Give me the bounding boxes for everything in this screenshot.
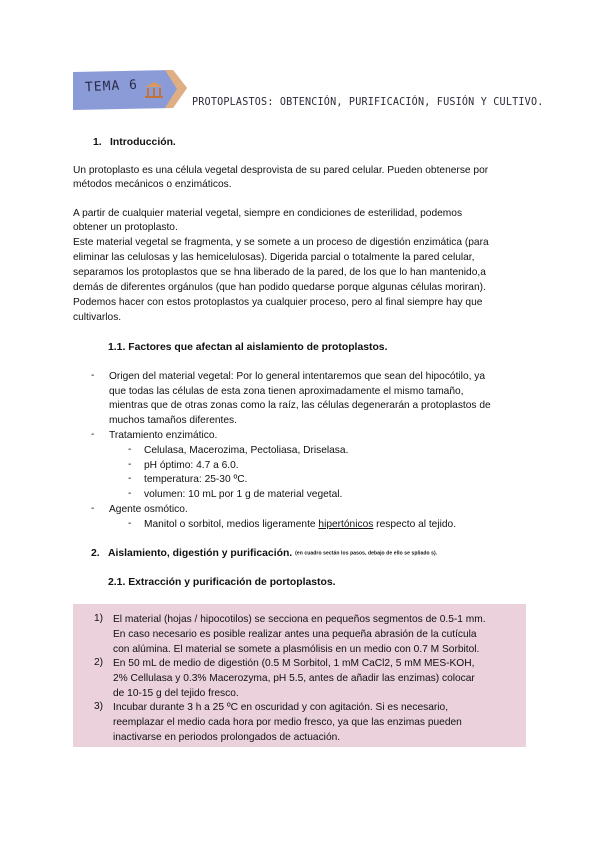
step-line: 2% Cellulasa y 0.3% Macerozyma, pH 5.5, antes de añadir las enzimas) colocar <box>113 673 475 684</box>
paragraph-line: obtener un protoplasto. <box>73 222 178 233</box>
dash-bullet: - <box>128 518 132 529</box>
section2-title: Aislamiento, digestión y purificación. <box>108 548 293 559</box>
section2-note: (en cuadro sectán los pasos, debajo de ello se spliado s). <box>295 550 438 557</box>
hipertonicos-term: hipertónicos <box>318 519 374 530</box>
list-item-line: que todas las células de esta zona tienen aproximadamente el mismo tamaño, <box>109 386 464 397</box>
paragraph-line: demás de diferentes orgánulos (que han podido quedarse porque algunas células moriran). <box>73 282 486 293</box>
header-title: PROTOPLASTOS: OBTENCIÓN, PURIFICACIÓN, FUSIÓN Y CULTIVO. <box>192 95 544 108</box>
paragraph-line: A partir de cualquier material vegetal, siempre en condiciones de esterilidad, podemos <box>73 208 463 219</box>
section1-number: 1. <box>93 137 102 148</box>
step-line: inactivarse en periodos prolongados de actuación. <box>113 732 341 743</box>
sublist-item: Celulasa, Macerozima, Pectoliasa, Driselasa. <box>144 445 349 456</box>
step-line: reemplazar el medio cada hora por medio fresco, ya que las enzimas pueden <box>113 717 462 728</box>
dash-bullet: - <box>91 503 95 514</box>
paragraph-line: eliminar las celulosas y las hemicelulosas). Digerida parcial o totalmente la pared celular, <box>73 252 475 263</box>
tema-banner <box>73 70 187 110</box>
section1-title: Introducción. <box>110 137 176 148</box>
intro-line: métodos mecánicos o enzimáticos. <box>73 179 232 190</box>
intro-line: Un protoplasto es una célula vegetal desprovista de su pared celular. Pueden obtenerse por <box>73 165 489 176</box>
step-number: 2) <box>94 657 104 668</box>
step-line: de 10-15 g del tejido fresco. <box>113 688 239 699</box>
agente-text-post: respecto al tejido. <box>373 519 457 530</box>
dash-bullet: - <box>128 444 132 455</box>
list-item-line: mientras que de otras zonas como la raíz, las células degenerarán a protoplastos de <box>109 400 491 411</box>
agente-text-pre: Manitol o sorbitol, medios ligeramente <box>144 519 319 530</box>
step-line: En caso necesario es posible realizar antes una pequeña abrasión de la cutícula <box>113 629 477 640</box>
step-line: Incubar durante 3 h a 25 ºC en oscuridad y con agitación. Si es necesario, <box>113 702 449 713</box>
step-line: El material (hojas / hipocotilos) se secciona en pequeños segmentos de 0.5-1 mm. <box>113 614 486 625</box>
dash-bullet: - <box>91 429 95 440</box>
dash-bullet: - <box>128 488 132 499</box>
tema-label: TEMA 6 <box>84 77 139 96</box>
dash-bullet: - <box>128 473 132 484</box>
sublist-item: temperatura: 25-30 ºC. <box>144 474 248 485</box>
paragraph-line: separamos los protoplastos que se hna liberado de la pared, de los que lo han mantenido,a <box>73 267 486 278</box>
sublist-item: volumen: 10 mL por 1 g de material vegetal. <box>144 489 343 500</box>
step-line: En 50 mL de medio de digestión (0.5 M Sorbitol, 1 mM CaCl2, 5 mM MES-KOH, <box>113 658 475 669</box>
step-line: con alúmina. El material se somete a plasmólisis en un medio con 0.7 M Sorbitol. <box>113 644 480 655</box>
dash-bullet: - <box>91 370 95 381</box>
sublist-item <box>144 518 456 533</box>
list-item-line: Origen del material vegetal: Por lo general intentaremos que sean del hipocótilo, ya <box>109 371 486 382</box>
section2-number: 2. <box>91 548 100 559</box>
section2-title-row <box>108 548 437 559</box>
paragraph-line: cultivarlos. <box>73 312 122 323</box>
paragraph-line: Podemos hacer con estos protoplastos ya cualquier proceso, pero al final siempre hay que <box>73 297 483 308</box>
step-number: 3) <box>94 701 104 712</box>
step-number: 1) <box>94 613 104 624</box>
dash-bullet: - <box>128 459 132 470</box>
paragraph-line: Este material vegetal se fragmenta, y se somete a un proceso de digestión enzimática (para <box>73 237 489 248</box>
sublist-item: pH óptimo: 4.7 a 6.0. <box>144 460 239 471</box>
list-item-line: muchos tamaños diferentes. <box>109 415 237 426</box>
section11-title: 1.1. Factores que afectan al aislamiento de protoplastos. <box>108 342 388 353</box>
section21-title: 2.1. Extracción y purificación de portoplastos. <box>108 577 336 588</box>
list-item: Tratamiento enzimático. <box>109 430 218 441</box>
list-item: Agente osmótico. <box>109 504 188 515</box>
